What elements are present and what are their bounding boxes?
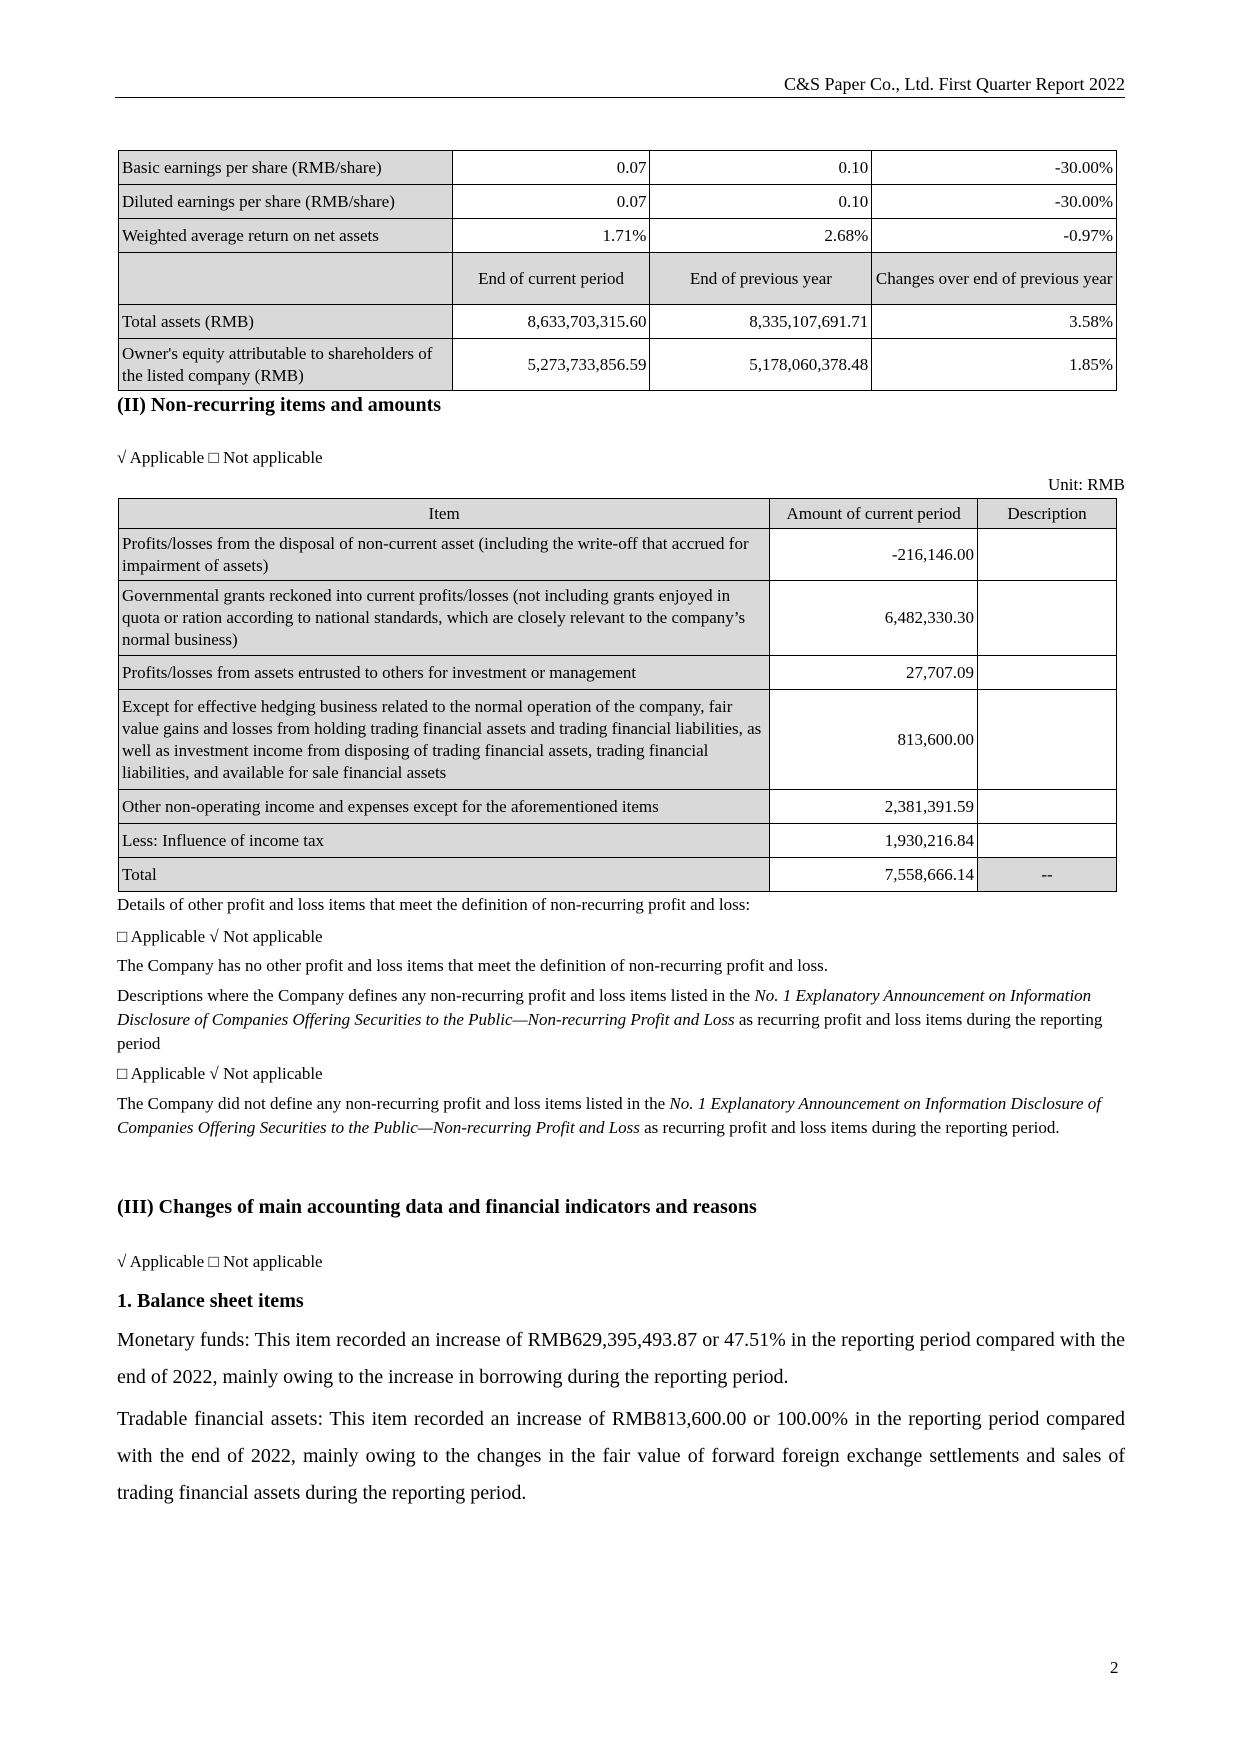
page-number: 2 [1110,1658,1119,1677]
table-subheader-row [119,253,1117,305]
column-header: End of previous year [650,253,872,305]
details-note: Details of other profit and loss items that meet the definition of non-recurring profit and loss: [117,895,751,914]
amount-cell: 813,600.00 [770,690,978,790]
announcement-title: No. 1 Explanatory Announcement on Information Disclosure of Companies Offering Securities to the Public—Non-recurring Profit and Loss [117,986,1092,1029]
row-label: Total assets (RMB) [119,305,453,339]
applicable-indicator: □ Applicable √ Not applicable [117,927,323,946]
applicable-indicator: √ Applicable □ Not applicable [117,1252,323,1271]
applicable-indicator: √ Applicable □ Not applicable [117,448,323,467]
column-header: Description [978,499,1117,529]
description-cell [978,790,1117,824]
page-header: C&S Paper Co., Ltd. First Quarter Report 2022 [115,73,1125,98]
monetary-funds-paragraph: Monetary funds: This item recorded an increase of RMB629,395,493.87 or 47.51% in the reporting period compared with the end of 2022, mainly owing to the increase in borrowing during the reporting period. [117,1329,1125,1388]
cell-value: 2.68% [650,219,872,253]
did-not-define-note [117,1092,1125,1140]
column-header: Item [119,499,770,529]
description-cell [978,690,1117,790]
row-label: Basic earnings per share (RMB/share) [119,151,453,185]
item-cell: Profits/losses from the disposal of non-current asset (including the write-off that accrued for impairment of assets) [119,529,770,581]
cell-value: 0.10 [650,185,872,219]
amount-cell: 27,707.09 [770,656,978,690]
description-cell [978,824,1117,858]
description-cell [978,656,1117,690]
cell-value: 0.10 [650,151,872,185]
cell-value: 1.85% [872,339,1117,391]
section-title: (II) Non-recurring items and amounts [117,394,442,416]
cell-value: 5,273,733,856.59 [452,339,650,391]
cell-value: -30.00% [872,151,1117,185]
cell-value: 3.58% [872,305,1117,339]
announcement-title: No. 1 Explanatory Announcement on Information Disclosure of Companies Offering Securities to the Public—Non-recurring Profit and Loss [117,1094,1101,1137]
column-header: Changes over end of previous year [872,253,1117,305]
column-header: End of current period [452,253,650,305]
table-row [119,824,1117,858]
table-row [119,581,1117,656]
cell-value: 8,335,107,691.71 [650,305,872,339]
item-cell: Total [119,858,770,892]
item-cell: Less: Influence of income tax [119,824,770,858]
amount-cell: 1,930,216.84 [770,824,978,858]
table-row [119,305,1117,339]
cell-value: -30.00% [872,185,1117,219]
item-cell: Governmental grants reckoned into current profits/losses (not including grants enjoyed in quota or ration according to national standards, which are closely relevant to the company’s normal business) [119,581,770,656]
amount-cell: 6,482,330.30 [770,581,978,656]
column-header: Amount of current period [770,499,978,529]
definition-text: as recurring profit and loss items during the reporting period [117,1010,1103,1053]
row-label: Diluted earnings per share (RMB/share) [119,185,453,219]
empty-header-cell [119,253,453,305]
row-label: Owner's equity attributable to shareholders of the listed company (RMB) [119,339,453,391]
cell-value: -0.97% [872,219,1117,253]
description-cell [978,581,1117,656]
note-text: The Company did not define any non-recurring profit and loss items listed in the [117,1094,670,1113]
description-cell [978,529,1117,581]
financial-indicators-table [118,150,1117,391]
non-recurring-items-table [118,498,1117,892]
amount-cell: -216,146.00 [770,529,978,581]
table-header-row [119,499,1117,529]
table-row [119,339,1117,391]
table-row [119,656,1117,690]
definition-text: Descriptions where the Company defines any non-recurring profit and loss items listed in the [117,986,755,1005]
subsection-title: 1. Balance sheet items [117,1290,304,1312]
table-total-row [119,858,1117,892]
table-row [119,185,1117,219]
no-other-items-note: The Company has no other profit and loss items that meet the definition of non-recurring profit and loss. [117,956,829,975]
amount-cell: 2,381,391.59 [770,790,978,824]
item-cell: Other non-operating income and expenses except for the aforementioned items [119,790,770,824]
note-text: as recurring profit and loss items during the reporting period. [639,1118,1060,1137]
item-cell: Except for effective hedging business related to the normal operation of the company, fair value gains and losses from holding trading financial assets and trading financial liabilities, as well as investment income from disposing of trading financial assets, trading financial liabilities, and available for sale financial assets [119,690,770,790]
item-cell: Profits/losses from assets entrusted to others for investment or management [119,656,770,690]
cell-value: 1.71% [452,219,650,253]
table-row [119,790,1117,824]
applicable-indicator: □ Applicable √ Not applicable [117,1064,323,1083]
table-row [119,219,1117,253]
row-label: Weighted average return on net assets [119,219,453,253]
cell-value: 8,633,703,315.60 [452,305,650,339]
tradable-assets-paragraph: Tradable financial assets: This item recorded an increase of RMB813,600.00 or 100.00% in the reporting period compared with the end of 2022, mainly owing to the changes in the fair value of forward foreign exchange settlements and sales of trading financial assets during the reporting period. [117,1408,1125,1504]
section-title: (III) Changes of main accounting data and financial indicators and reasons [117,1196,757,1218]
definition-description [117,984,1125,1056]
description-cell: -- [978,858,1117,892]
cell-value: 0.07 [452,185,650,219]
unit-label: Unit: RMB [1048,475,1125,494]
table-row [119,151,1117,185]
table-row [119,690,1117,790]
table-row [119,529,1117,581]
cell-value: 5,178,060,378.48 [650,339,872,391]
amount-cell: 7,558,666.14 [770,858,978,892]
cell-value: 0.07 [452,151,650,185]
